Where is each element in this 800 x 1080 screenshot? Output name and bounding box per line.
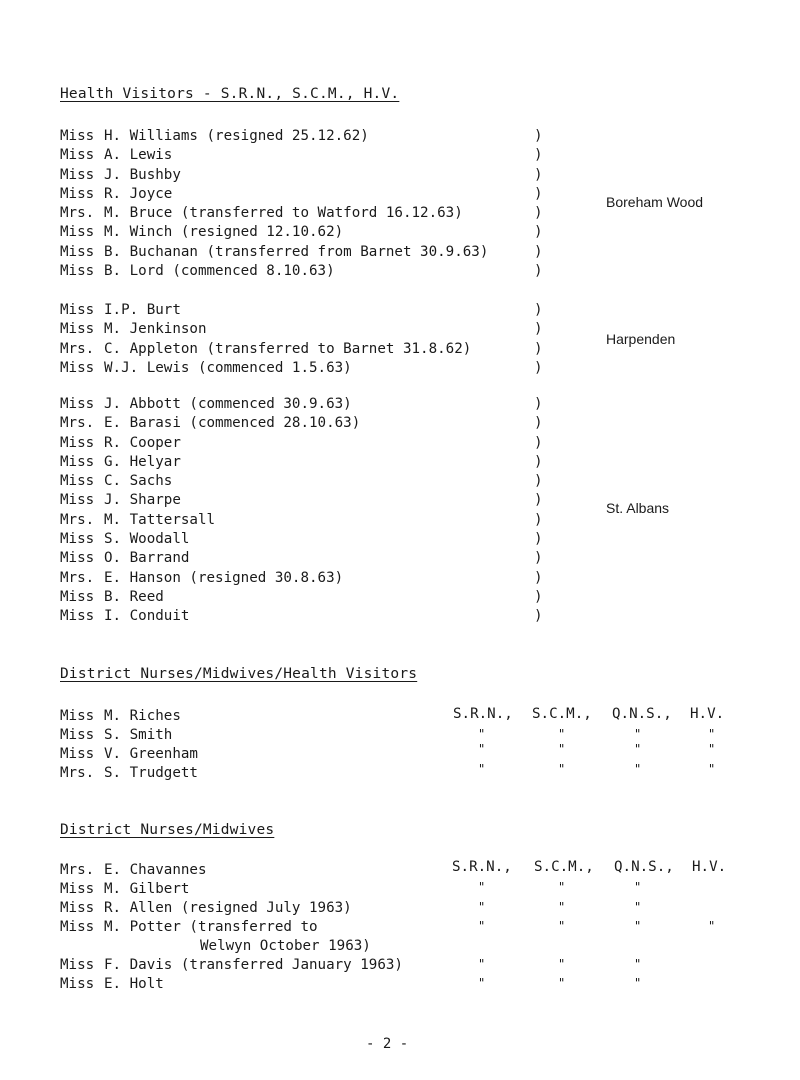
- qual-qns: Q.N.S.,: [614, 859, 674, 875]
- staff-name: E. Chavannes: [104, 862, 207, 878]
- staff-name: Welwyn October 1963): [200, 938, 371, 954]
- staff-name: M. Gilbert: [104, 881, 190, 897]
- bracket: ): [534, 492, 543, 509]
- staff-row: [60, 765, 198, 784]
- bracket: ): [534, 359, 543, 376]
- staff-row: [60, 957, 403, 976]
- bracket: ): [534, 434, 543, 451]
- staff-row: [60, 727, 198, 746]
- staff-row: [60, 263, 543, 282]
- staff-name: S. Woodall: [104, 531, 190, 548]
- bracket: ): [534, 166, 543, 183]
- staff-name: E. Hanson (resigned 30.8.63): [104, 569, 344, 586]
- bracket: ): [534, 531, 543, 548]
- ditto-mark: ": [634, 957, 642, 971]
- staff-title: Miss: [60, 550, 95, 567]
- staff-title: Miss: [60, 708, 95, 724]
- bracket: ): [534, 340, 543, 357]
- ditto-mark: ": [558, 919, 566, 933]
- ditto-mark: ": [478, 880, 486, 894]
- bracket: ): [534, 321, 543, 338]
- ditto-mark: ": [708, 742, 716, 756]
- staff-title: Miss: [60, 321, 95, 338]
- staff-row: [60, 434, 543, 454]
- staff-title: Mrs.: [60, 862, 95, 878]
- staff-name: M. Jenkinson: [104, 321, 207, 338]
- staff-title: Miss: [60, 166, 95, 183]
- qual-hv: H.V.: [692, 859, 727, 875]
- staff-name: R. Joyce: [104, 185, 173, 202]
- ditto-mark: ": [634, 727, 642, 741]
- staff-row: [60, 492, 543, 511]
- bracket: ): [534, 302, 543, 318]
- bracket: ): [534, 453, 543, 470]
- staff-title: Mrs.: [60, 765, 95, 781]
- staff-title: Mrs.: [60, 415, 95, 432]
- ditto-mark: ": [634, 900, 642, 914]
- staff-name: S. Trudgett: [104, 765, 198, 781]
- staff-title: Miss: [60, 919, 95, 935]
- staff-row: [60, 900, 403, 919]
- staff-title: Miss: [60, 359, 95, 376]
- ditto-mark: ": [478, 727, 486, 741]
- staff-row: [60, 511, 543, 531]
- staff-row: [60, 588, 543, 608]
- staff-row: [60, 396, 543, 415]
- staff-name: B. Reed: [104, 588, 164, 605]
- ditto-mark: ": [558, 900, 566, 914]
- qualifications-header: [0, 859, 800, 879]
- staff-name: C. Appleton (transferred to Barnet 31.8.62): [104, 340, 472, 357]
- staff-title: Mrs.: [60, 569, 95, 586]
- ditto-mark: ": [634, 880, 642, 894]
- staff-title: Miss: [60, 588, 95, 605]
- qualifications-header: [0, 706, 800, 726]
- bracket: ): [534, 205, 543, 222]
- qual-qns: Q.N.S.,: [612, 706, 672, 722]
- staff-name: M. Bruce (transferred to Watford 16.12.63): [104, 205, 463, 222]
- bracket: ): [534, 473, 543, 490]
- staff-title: Miss: [60, 492, 95, 509]
- staff-title: Miss: [60, 128, 95, 144]
- ditto-mark: ": [478, 762, 486, 776]
- staff-title: Miss: [60, 473, 95, 490]
- ditto-mark: ": [558, 976, 566, 990]
- staff-group-st-albans: [60, 396, 543, 628]
- staff-row: [60, 243, 543, 263]
- staff-name: G. Helyar: [104, 453, 181, 470]
- staff-name: M. Riches: [104, 708, 181, 724]
- ditto-mark: ": [634, 976, 642, 990]
- ditto-mark: ": [634, 742, 642, 756]
- staff-title: Miss: [60, 302, 95, 318]
- staff-row: [60, 608, 543, 627]
- staff-name: A. Lewis: [104, 147, 173, 164]
- bracket: ): [534, 396, 543, 412]
- staff-row: [60, 166, 543, 186]
- staff-row: [60, 340, 543, 360]
- staff-row: [60, 128, 543, 147]
- section-heading-nurses-midwives: District Nurses/Midwives: [60, 822, 275, 838]
- staff-name: F. Davis (transferred January 1963): [104, 957, 403, 973]
- ditto-mark: ": [478, 976, 486, 990]
- ditto-mark: ": [558, 742, 566, 756]
- staff-row: [60, 453, 543, 473]
- staff-name: B. Buchanan (transferred from Barnet 30.9.63): [104, 243, 489, 260]
- staff-group-nurses-midwives: [60, 862, 403, 995]
- qual-srn: S.R.N.,: [453, 706, 513, 722]
- ditto-mark: ": [478, 919, 486, 933]
- staff-row: [60, 531, 543, 550]
- qual-srn: S.R.N.,: [452, 859, 512, 875]
- staff-title: Miss: [60, 263, 95, 280]
- staff-name: S. Smith: [104, 727, 173, 743]
- staff-name: M. Winch (resigned 12.10.62): [104, 224, 344, 241]
- staff-title: Miss: [60, 531, 95, 548]
- bracket: ): [534, 224, 543, 241]
- staff-title: Miss: [60, 608, 95, 625]
- page-number: - 2 -: [366, 1036, 409, 1052]
- ditto-mark: ": [634, 919, 642, 933]
- bracket: ): [534, 415, 543, 432]
- ditto-mark: ": [708, 919, 716, 933]
- qual-scm: S.C.M.,: [534, 859, 594, 875]
- staff-title: Mrs.: [60, 511, 95, 528]
- staff-title: Miss: [60, 243, 95, 260]
- staff-row: [60, 224, 543, 243]
- staff-row-continued: [60, 938, 403, 957]
- staff-title: Miss: [60, 147, 95, 164]
- staff-name: E. Barasi (commenced 28.10.63): [104, 415, 361, 432]
- staff-row: [60, 185, 543, 205]
- staff-title: Miss: [60, 185, 95, 202]
- qual-hv: H.V.: [690, 706, 725, 722]
- staff-title: Mrs.: [60, 340, 95, 357]
- staff-name: J. Sharpe: [104, 492, 181, 509]
- staff-title: Miss: [60, 224, 95, 241]
- staff-name: O. Barrand: [104, 550, 190, 567]
- staff-row: [60, 746, 198, 765]
- bracket: ): [534, 263, 543, 280]
- ditto-mark: ": [708, 762, 716, 776]
- ditto-mark: ": [478, 900, 486, 914]
- staff-title: Miss: [60, 900, 95, 916]
- staff-row: [60, 919, 403, 938]
- staff-group-harpenden: [60, 302, 543, 379]
- staff-name: I.P. Burt: [104, 302, 181, 318]
- staff-row: [60, 569, 543, 589]
- bracket: ): [534, 147, 543, 164]
- staff-row: [60, 321, 543, 340]
- bracket: ): [534, 608, 543, 625]
- ditto-mark: ": [558, 727, 566, 741]
- staff-row: [60, 473, 543, 492]
- bracket: ): [534, 550, 543, 567]
- staff-row: [60, 881, 403, 900]
- staff-title: Miss: [60, 976, 95, 992]
- staff-name: J. Abbott (commenced 30.9.63): [104, 396, 352, 412]
- bracket: ): [534, 588, 543, 605]
- ditto-mark: ": [558, 880, 566, 894]
- staff-row: [60, 359, 543, 379]
- staff-title: Miss: [60, 957, 95, 973]
- section-heading-nurses-midwives-health-visitors: District Nurses/Midwives/Health Visitors: [60, 666, 418, 682]
- bracket: ): [534, 128, 543, 144]
- staff-name: E. Holt: [104, 976, 164, 992]
- ditto-mark: ": [478, 957, 486, 971]
- area-label-harpenden: Harpenden: [606, 331, 676, 347]
- staff-row: [60, 976, 403, 995]
- staff-title: Miss: [60, 727, 95, 743]
- staff-name: M. Tattersall: [104, 511, 216, 528]
- staff-name: W.J. Lewis (commenced 1.5.63): [104, 359, 352, 376]
- staff-name: B. Lord (commenced 8.10.63): [104, 263, 335, 280]
- bracket: ): [534, 569, 543, 586]
- staff-name: V. Greenham: [104, 746, 198, 762]
- staff-title: Mrs.: [60, 205, 95, 222]
- staff-name: C. Sachs: [104, 473, 173, 490]
- staff-row: [60, 550, 543, 569]
- ditto-mark: ": [478, 742, 486, 756]
- qual-scm: S.C.M.,: [532, 706, 592, 722]
- staff-row: [60, 415, 543, 434]
- staff-name: R. Allen (resigned July 1963): [104, 900, 352, 916]
- staff-row: [60, 205, 543, 224]
- staff-title: Miss: [60, 396, 95, 412]
- bracket: ): [534, 511, 543, 528]
- staff-row: [60, 302, 543, 321]
- ditto-mark: ": [558, 957, 566, 971]
- ditto-mark: ": [558, 762, 566, 776]
- ditto-mark: ": [634, 762, 642, 776]
- bracket: ): [534, 185, 543, 202]
- staff-group-boreham-wood: [60, 128, 543, 282]
- staff-title: Miss: [60, 746, 95, 762]
- staff-row: [60, 147, 543, 166]
- area-label-st-albans: St. Albans: [606, 500, 670, 516]
- staff-name: J. Bushby: [104, 166, 181, 183]
- staff-name: H. Williams (resigned 25.12.62): [104, 128, 369, 144]
- main-heading: Health Visitors - S.R.N., S.C.M., H.V.: [60, 86, 400, 102]
- staff-title: Miss: [60, 453, 95, 470]
- staff-name: I. Conduit: [104, 608, 190, 625]
- staff-title: Miss: [60, 881, 95, 897]
- area-label-boreham-wood: Boreham Wood: [606, 194, 704, 210]
- staff-title: Miss: [60, 434, 95, 451]
- bracket: ): [534, 243, 543, 260]
- ditto-mark: ": [708, 727, 716, 741]
- staff-name: M. Potter (transferred to: [104, 919, 318, 935]
- staff-name: R. Cooper: [104, 434, 181, 451]
